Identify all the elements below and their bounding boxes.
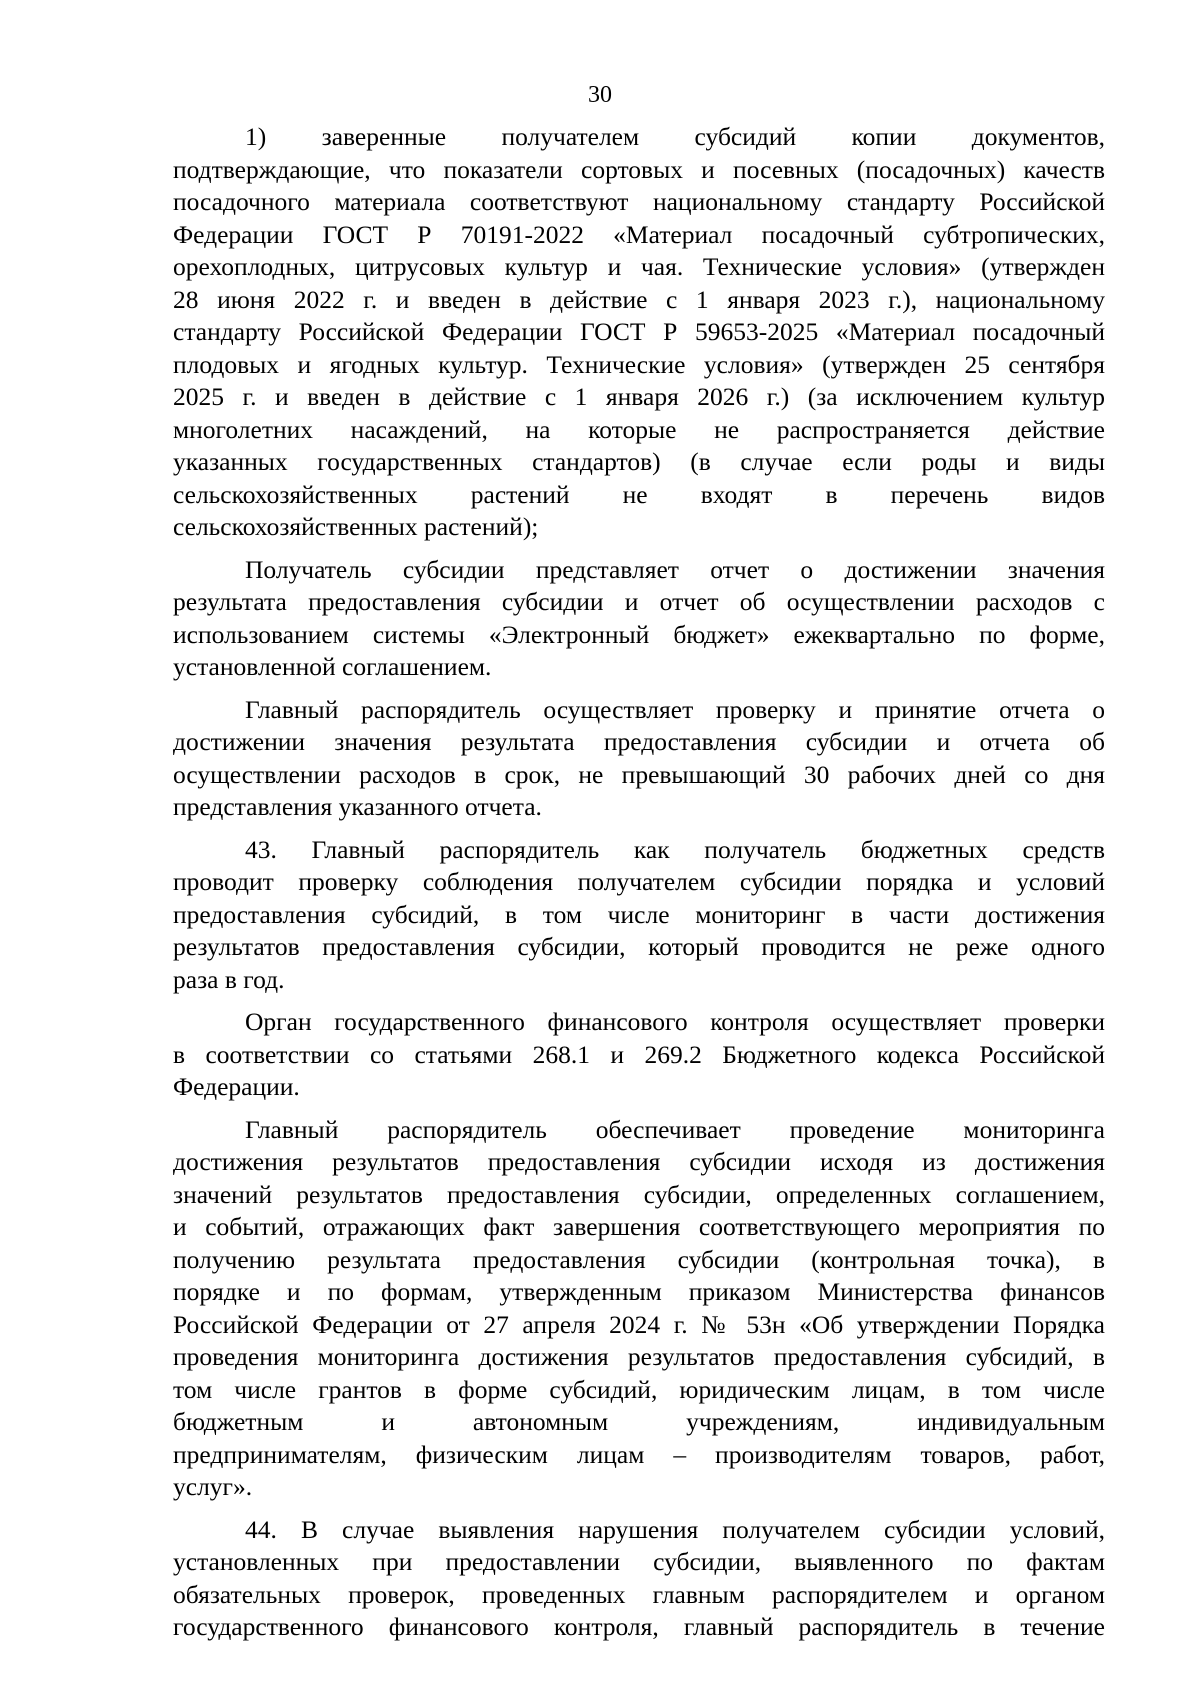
text-line: том числе грантов в форме субсидий, юридическим лицам, в том числе xyxy=(173,1374,1105,1404)
paragraph xyxy=(173,1114,1105,1504)
page-number: 30 xyxy=(588,82,612,108)
text-line: Российской Федерации от 27 апреля 2024 г. № 53н «Об утверждении Порядка xyxy=(173,1309,1105,1339)
text-line: предоставления субсидий, в том числе мониторинг в части достижения xyxy=(173,899,1105,929)
paragraph xyxy=(173,1006,1105,1104)
text-line: сельскохозяйственных растений); xyxy=(173,512,539,541)
text-line: Получатель субсидии представляет отчет о достижении значения xyxy=(245,554,1105,584)
text-line: орехоплодных, цитрусовых культур и чая. Технические условия» (утвержден xyxy=(173,252,1105,281)
text-line: использованием системы «Электронный бюджет» ежеквартально по форме, xyxy=(173,619,1105,649)
text-line: 28 июня 2022 г. и введен в действие с 1 января 2023 г.), национальному xyxy=(173,284,1105,314)
text-line: плодовых и ягодных культур. Технические условия» (утвержден 25 сентября xyxy=(173,349,1105,379)
text-line: 43. Главный распорядитель как получатель бюджетных средств xyxy=(245,834,1105,864)
paragraph xyxy=(173,121,1105,544)
text-line: порядке и по формам, утвержденным приказом Министерства финансов xyxy=(173,1277,1105,1306)
text-line: и событий, отражающих факт завершения соответствующего мероприятия по xyxy=(173,1212,1105,1241)
text-line: результата предоставления субсидии и отчет об осуществлении расходов с xyxy=(173,587,1105,616)
text-line: стандарту Российской Федерации ГОСТ Р 59653-2025 «Материал посадочный xyxy=(173,317,1105,346)
text-line: 2025 г. и введен в действие с 1 января 2026 г.) (за исключением культур xyxy=(173,382,1105,411)
text-line: значений результатов предоставления субсидии, определенных соглашением, xyxy=(173,1179,1105,1209)
text-line: обязательных проверок, проведенных главным распорядителем и органом xyxy=(173,1579,1105,1609)
text-line: установленной соглашением. xyxy=(173,652,492,681)
text-line: установленных при предоставлении субсидии, выявленного по фактам xyxy=(173,1547,1105,1576)
text-line: раза в год. xyxy=(173,964,285,994)
paragraph xyxy=(173,694,1105,824)
text-line: в соответствии со статьями 268.1 и 269.2 Бюджетного кодекса Российской xyxy=(173,1039,1105,1069)
text-line: указанных государственных стандартов) (в случае если роды и виды xyxy=(173,447,1105,476)
text-line: предпринимателям, физическим лицам – производителям товаров, работ, xyxy=(173,1439,1105,1469)
text-line: посадочного материала соответствуют национальному стандарту Российской xyxy=(173,187,1105,216)
text-line: осуществлении расходов в срок, не превышающий 30 рабочих дней со дня xyxy=(173,759,1105,789)
paragraph xyxy=(173,554,1105,684)
text-line: сельскохозяйственных растений не входят в перечень видов xyxy=(173,479,1105,509)
text-line: 44. В случае выявления нарушения получателем субсидии условий, xyxy=(245,1514,1105,1544)
text-line: Федерации. xyxy=(173,1072,300,1101)
text-line: Главный распорядитель осуществляет проверку и принятие отчета о xyxy=(245,694,1105,724)
document-body xyxy=(173,121,1105,1644)
text-line: подтверждающие, что показатели сортовых и посевных (посадочных) качеств xyxy=(173,154,1105,184)
text-line: проведения мониторинга достижения результатов предоставления субсидий, в xyxy=(173,1342,1105,1371)
paragraph xyxy=(173,1514,1105,1644)
text-line: представления указанного отчета. xyxy=(173,792,542,821)
text-line: получению результата предоставления субсидии (контрольная точка), в xyxy=(173,1244,1105,1274)
text-line: бюджетным и автономным учреждениям, индивидуальным xyxy=(173,1407,1105,1436)
text-line: проводит проверку соблюдения получателем субсидии порядка и условий xyxy=(173,867,1105,896)
text-line: Орган государственного финансового контроля осуществляет проверки xyxy=(245,1007,1105,1036)
text-line: Федерации ГОСТ Р 70191-2022 «Материал посадочный субтропических, xyxy=(173,219,1105,249)
paragraph xyxy=(173,834,1105,997)
text-line: многолетних насаждений, на которые не распространяется действие xyxy=(173,414,1105,444)
text-line: Главный распорядитель обеспечивает проведение мониторинга xyxy=(245,1114,1105,1144)
text-line: услуг». xyxy=(173,1472,253,1501)
text-line: достижении значения результата предоставления субсидии и отчета об xyxy=(173,727,1105,756)
text-line: достижения результатов предоставления субсидии исходя из достижения xyxy=(173,1147,1105,1176)
text-line: государственного финансового контроля, главный распорядитель в течение xyxy=(173,1612,1105,1641)
text-line: 1) заверенные получателем субсидий копии документов, xyxy=(245,122,1105,151)
text-line: результатов предоставления субсидии, который проводится не реже одного xyxy=(173,932,1105,961)
